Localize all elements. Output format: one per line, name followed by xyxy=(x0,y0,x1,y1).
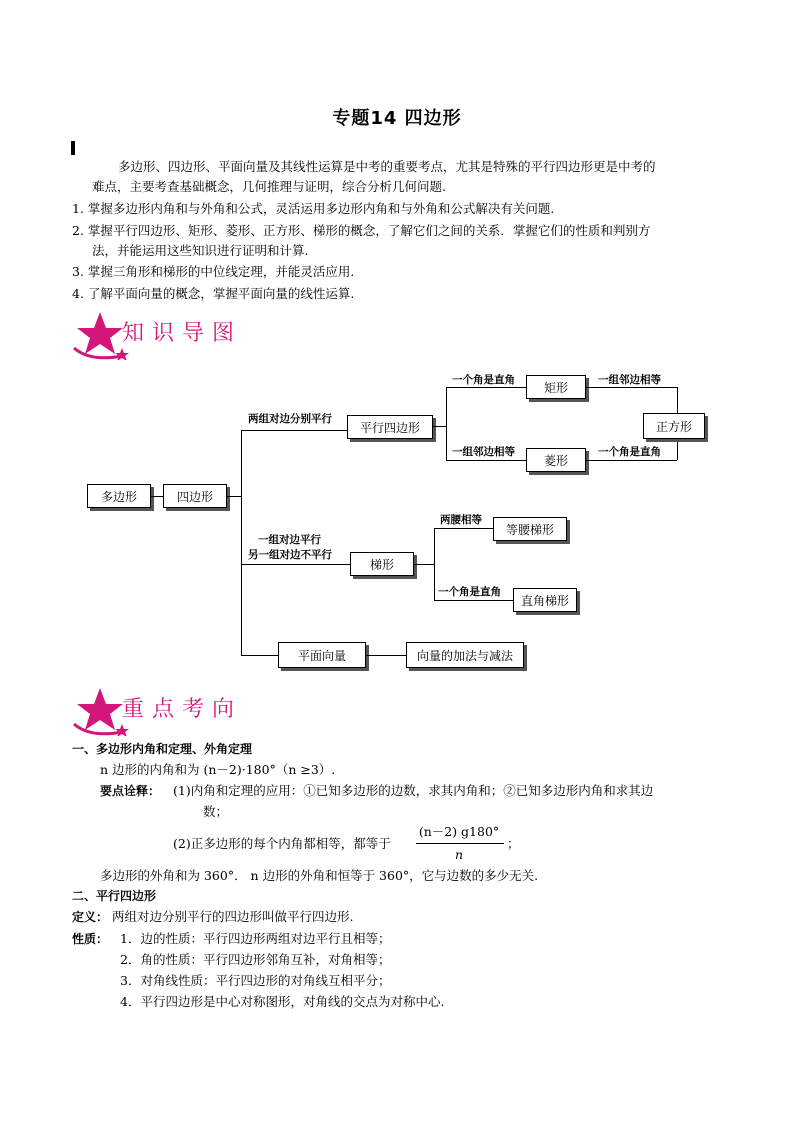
connector xyxy=(241,564,350,565)
box-isosceles-trapezoid: 等腰梯形 xyxy=(493,517,567,541)
box-trapezoid: 梯形 xyxy=(350,552,414,576)
s1-note-2: (2)正多边形的每个内角都相等，都等于 xyxy=(173,836,391,851)
s2-definition: 两组对边分别平行的四边形叫做平行四边形. xyxy=(112,909,354,924)
connector xyxy=(446,387,526,388)
connector xyxy=(586,387,677,388)
connector xyxy=(677,387,678,413)
label-other-not-parallel: 另一组对边不平行 xyxy=(248,549,332,561)
intro-item-1: 1. 掌握多边形内角和与外角和公式，灵活运用多边形内角和与外角和公式解决有关问题. xyxy=(72,201,555,216)
intro-item-2b: 法，并能运用这些知识进行证明和计算. xyxy=(92,243,309,258)
fraction-numerator: (n－2) g180° xyxy=(418,824,500,839)
box-square: 正方形 xyxy=(643,413,705,439)
intro-item-4: 4. 了解平面向量的概念，掌握平面向量的线性运算. xyxy=(72,286,355,301)
connector xyxy=(434,528,493,529)
box-rhombus: 菱形 xyxy=(526,448,586,472)
label-right-angle: 一个角是直角 xyxy=(452,374,515,386)
s1-note-label: 要点诠释： xyxy=(100,784,161,798)
connector xyxy=(241,430,347,431)
box-right-trapezoid: 直角梯形 xyxy=(513,588,577,612)
banner-key-points-text: 重点考向 xyxy=(122,697,243,722)
s2-def-label: 定义： xyxy=(72,910,109,924)
intro-item-2: 2. 掌握平行四边形、矩形、菱形、正方形、梯形的概念，了解它们之间的关系．掌握它们的性质和判别方 xyxy=(72,223,651,238)
section-1-heading: 一、多边形内角和定理、外角定理 xyxy=(72,742,253,756)
star-swoosh-icon xyxy=(70,686,130,736)
label-one-pair-parallel: 一组对边平行 xyxy=(258,534,321,546)
box-rectangle: 矩形 xyxy=(526,375,586,399)
intro-paragraph-1b: 难点，主要考查基础概念，几何推理与证明，综合分析几何问题. xyxy=(92,179,446,194)
s1-exterior-sum: 多边形的外角和为 360°． n 边形的外角和恒等于 360°，它与边数的多少无关. xyxy=(100,868,539,883)
box-quadrilateral: 四边形 xyxy=(163,484,227,508)
connector xyxy=(151,496,163,497)
connector xyxy=(446,387,447,461)
label-right-angle-2: 一个角是直角 xyxy=(598,446,661,458)
label-parallel: 两组对边分别平行 xyxy=(248,413,332,425)
connector xyxy=(586,460,677,461)
star-swoosh-icon xyxy=(70,310,130,360)
connector xyxy=(434,528,435,600)
connector xyxy=(446,460,526,461)
intro-paragraph-1: 多边形、四边形、平面向量及其线性运算是中考的重要考点，尤其是特殊的平行四边形更是中考的 xyxy=(118,159,656,174)
s2-property-4: 4．平行四边形是中心对称图形，对角线的交点为对称中心. xyxy=(120,994,445,1009)
section-marker xyxy=(71,141,75,155)
banner-key-points xyxy=(70,686,270,726)
box-polygon: 多边形 xyxy=(87,484,151,508)
fraction-end: ； xyxy=(507,836,520,851)
box-vector-ops: 向量的加法与减法 xyxy=(406,642,524,668)
s2-property-1: 1．边的性质：平行四边形两组对边平行且相等； xyxy=(120,931,391,946)
label-adjacent-equal-2: 一组邻边相等 xyxy=(598,374,661,386)
banner-knowledge-map xyxy=(70,310,270,350)
connector xyxy=(677,439,678,460)
section-2-heading: 二、平行四边形 xyxy=(72,889,157,903)
fraction-denominator: n xyxy=(454,847,464,862)
s2-property-2: 2．角的性质：平行四边形邻角互补，对角相等； xyxy=(120,952,391,967)
label-legs-equal: 两腰相等 xyxy=(440,514,482,526)
s2-property-3: 3．对角线性质：平行四边形的对角线互相平分； xyxy=(120,973,391,988)
label-right-angle-3: 一个角是直角 xyxy=(438,586,501,598)
label-adjacent-equal: 一组邻边相等 xyxy=(452,446,515,458)
page-title: 专题14 四边形 xyxy=(332,108,462,129)
connector xyxy=(414,564,434,565)
connector xyxy=(433,426,446,427)
connector xyxy=(227,496,241,497)
s1-note-1: (1)内角和定理的应用：①已知多边形的边数，求其内角和；②已知多边形内角和求其边 xyxy=(173,783,654,798)
s1-note-1b: 数； xyxy=(203,804,229,819)
banner-knowledge-map-text: 知识导图 xyxy=(122,321,243,346)
connector xyxy=(241,655,278,656)
intro-item-3: 3. 掌握三角形和梯形的中位线定理，并能灵活应用. xyxy=(72,264,355,279)
s2-prop-label: 性质： xyxy=(72,932,109,946)
box-parallelogram: 平行四边形 xyxy=(347,415,433,439)
s1-interior-sum: n 边形的内角和为 (n－2)·180°（n ≥3）. xyxy=(100,762,336,777)
box-plane-vector: 平面向量 xyxy=(278,642,366,668)
connector xyxy=(434,600,513,601)
connector xyxy=(366,655,406,656)
fraction-bar xyxy=(416,843,504,844)
connector xyxy=(241,430,242,656)
